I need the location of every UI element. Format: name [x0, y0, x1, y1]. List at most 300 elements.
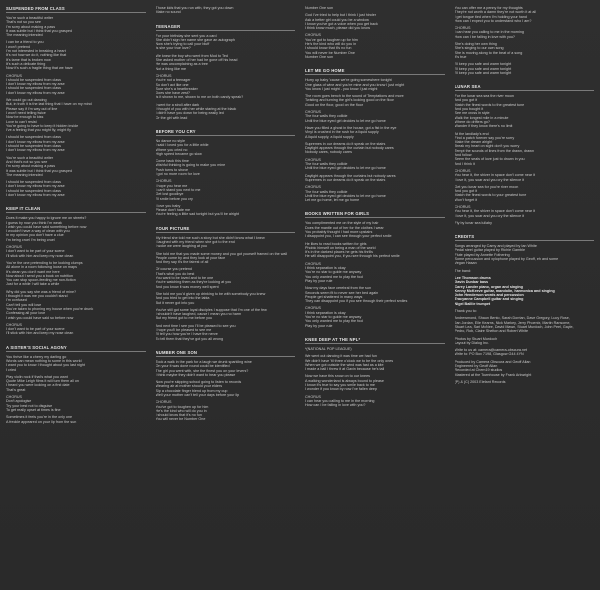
lyric-line: I heard you were looking on a first date [6, 383, 70, 388]
stanza [156, 252, 296, 265]
lyric-line: You're no star to guide me anyway [305, 270, 362, 275]
lyric-line: Not a thing like me [155, 66, 187, 71]
stanza [455, 132, 595, 166]
lyric-line: I wonder if you know by now I've fallen deep [305, 387, 378, 392]
lyric-line: Engineered by Geoff Allan [454, 364, 498, 368]
lyric-line: And they say it's the fairest of all [155, 260, 209, 265]
lyric-line: No dance no style [155, 138, 186, 143]
lyric-line: But, in truth it is the last thing that I have on my mind [6, 102, 92, 107]
lyric-line: I'll stick with him and keep my nose clean [6, 331, 74, 336]
lyric-line: You want to be loved and to be one [155, 276, 214, 281]
stanza [305, 13, 445, 30]
lyric-line: I wouldn't have a way of clean with you [6, 229, 70, 234]
lyric-line: Quote Mike Leigh films it will turn them all on [6, 379, 79, 384]
song-block [156, 226, 296, 344]
chorus-label: CHORUS [155, 400, 172, 405]
song-block [156, 129, 296, 220]
stanza [455, 169, 595, 182]
stanza [156, 324, 296, 341]
chorus-label: CHORUS [6, 395, 22, 400]
lyric-line: I get tongue tied when I'm holding your hand [454, 14, 527, 19]
song-block [455, 6, 595, 78]
lyric-line: Tempt the sounds of lines from the drawn, drawn [454, 148, 535, 153]
lyric-line: I know you've got a voice when you get back [305, 21, 378, 26]
lyric-line: I'm sorry about making a pass [6, 164, 56, 169]
lyric-line: It's such a delicate thing [6, 61, 46, 66]
stanza [455, 185, 595, 202]
lyrics-column-1 [6, 6, 146, 586]
lyric-line: But it never got into you [155, 300, 195, 305]
lyric-line: It was subtle but I think that you grasped [6, 28, 73, 33]
song-block [6, 345, 146, 427]
lyric-line: Words can mean nothing to some in this world [6, 359, 82, 363]
lyric-line: Flute played by Annette Fothering [454, 252, 510, 257]
lyric-line: A walking wonderland is always bound to please [305, 378, 384, 383]
lyric-line: I thought it was me you couldn't stand [6, 294, 68, 299]
stanza [6, 290, 146, 320]
lyric-line: We could go out dancing [6, 98, 47, 103]
lyric-line: To tell them that they've got you all wrong [155, 336, 224, 341]
lyric-line: You only wanted me to play the fool [305, 274, 364, 279]
chorus-label: CHORUS [305, 394, 321, 399]
lyric-line: The girl you went with, she the finest you on your levers? [155, 368, 249, 373]
lyric-line: She's singing to our own song [454, 46, 504, 51]
lyric-line: Does it make you happy to ignore me on streets? [6, 216, 87, 221]
stanza [156, 292, 296, 305]
stanza [6, 180, 146, 197]
lyric-line: Can't tell you will lose [6, 302, 42, 307]
lyric-line: It's clean you don't want me here [6, 269, 60, 274]
stanza [156, 308, 296, 321]
lyric-line: Match the finest words to your greatest tune [454, 193, 527, 198]
lyric-line: Recorded at Chem19 studios [454, 368, 503, 373]
lyric-line: She didn't sign her name she gave an autograph [155, 37, 235, 42]
lyric-line: He was uncomplaining as a tree [155, 62, 208, 67]
lyric-line: You're no star to guide me anyway [305, 315, 362, 320]
lyric-line: The four walls they collide [305, 189, 348, 194]
lyric-line: Pedal steel guitar played by Richie Gamble [454, 248, 526, 253]
chorus-label: CHORUS [305, 157, 321, 162]
stanza [156, 360, 296, 377]
lyric-line: To get really upset at times is fine [6, 407, 61, 412]
lyric-line: Supremes in our dreams do it speak on the stairs [305, 141, 386, 146]
lyric-line: A freckle appeared on your lip from the sun [6, 419, 77, 424]
chorus-label: CHORUS [6, 245, 22, 250]
lyric-line: Pedro, Rob, Claire Shelton and Robert White [454, 329, 529, 334]
lyric-line: Break my heart on sight don't you worry [454, 144, 520, 149]
lyric-line: I laughed with my friend when she got to the end [155, 239, 235, 244]
lyric-line: When we got outside the wind was fast as a kite [305, 362, 384, 367]
lyric-line: And you bought it [454, 107, 484, 112]
lyric-line: Now she's trying to call your bluff [155, 42, 210, 47]
lyric-line: Play by your rule [305, 323, 333, 328]
song-title: A SISTER'S SOCIAL AGONY [6, 345, 146, 352]
lyric-line: I love it, you soar and you cry the silence it [454, 213, 524, 218]
lyric-line: I thought of you with her while staring at the black [155, 107, 237, 112]
stanza [455, 205, 595, 218]
lyric-line: Now it's such a fragile thing that we have [6, 66, 73, 71]
lyric-line: Now we have this snow on to our knees [305, 374, 370, 379]
stanza [6, 415, 146, 424]
lyric-line: Nobody cares, nobody cares [305, 150, 352, 155]
lyric-line: See me cross in style [454, 111, 490, 116]
chorus-label: CHORUS [454, 204, 471, 209]
stanza [305, 174, 445, 183]
lyric-line: Until the blue eyed girl decides to let me go home [305, 166, 386, 171]
lyric-line: Push turns to shove [155, 167, 189, 172]
lyric-line: You're feeling a little sad tonight but you'll be alright [155, 212, 239, 217]
lyric-line: I should be suspended from class [6, 135, 61, 140]
lyric-line: Well your mother can't tell your days before your lip [155, 393, 240, 397]
lyric-line: Hurry up baby 'cause we're going somewhere tonight [305, 78, 392, 83]
lyric-line: You've still got some loyal disciples I suppose that I'm one of the few [155, 307, 267, 312]
stanza [305, 286, 445, 303]
lyric-line: Sure she's a heartbreaker [155, 86, 198, 91]
stanza [305, 6, 445, 10]
lyric-line: I should be suspended from class [6, 180, 61, 185]
chorus-label: CHORUS [155, 179, 172, 184]
lyric-line: Try your best not to disguise [6, 403, 53, 408]
lyric-line: I guess by now you think I'm weak [6, 220, 62, 225]
lyric-line: I think maybe they didn't want to hear you please [155, 372, 236, 377]
lyric-line: I want you to know I thought about you last night [6, 363, 85, 368]
stanza [156, 139, 296, 156]
lyric-line: Now my days face cerebral from the sun [305, 286, 371, 291]
stanza [305, 395, 445, 408]
lyric-line: I said I loved you for a little while [155, 143, 209, 148]
lyric-line: You're watching them as they're looking at you [155, 280, 232, 285]
lyric-line: High speed became go slow [155, 151, 202, 156]
lyric-line: Until the blue eyed girl decides to let me go home [305, 118, 386, 123]
lyric-line: Does she have zest? [155, 91, 190, 96]
stanza [156, 6, 296, 15]
lyric-line: Is it shown to me, shown to me on both candy speak? [155, 95, 244, 100]
lyric-line: Daylight appears through the curtains but nobody cares [305, 173, 396, 178]
chorus-label: CHORUS [6, 322, 22, 327]
song-title: TEENAGER [156, 24, 296, 31]
lyric-line: Seem the seals of love just to drown in you [454, 157, 525, 162]
lyric-line: And you got it [454, 98, 478, 103]
lyric-line: So don't act like one [155, 82, 189, 87]
lyric-line: I made a ball I threw it at Gavin because he's tall [305, 367, 385, 372]
lyric-line: You can stop spoon-feeding me non-fiction [6, 278, 76, 283]
stanza [455, 380, 595, 384]
lyric-line: I wish you could have said so before now [6, 315, 74, 320]
lyric-line: I'm not interested in breaking a heart [6, 49, 66, 54]
lyric-line: Until the blue eyed girl decides to let me go home [305, 193, 386, 198]
song-block [305, 211, 445, 331]
lyric-line: I won't need telling twice [6, 110, 46, 115]
lyric-line: He's the kind who will do you in [305, 42, 357, 47]
stanza [156, 74, 296, 100]
stanza [455, 6, 595, 23]
stanza [305, 262, 445, 283]
lyric-line: I can hear you calling to me in the morning [454, 30, 524, 35]
lyric-line: Songs arranged by Camy and played by Ian White [454, 244, 537, 249]
lyric-line: Please say if I'm way out of line [6, 106, 58, 111]
lyric-line: Is she your true love? [155, 46, 191, 51]
stanza [6, 245, 146, 258]
chorus-label: CHORUS [6, 73, 22, 78]
stanza [305, 242, 445, 259]
song-block [305, 6, 445, 62]
lyric-line: That's not so you see [6, 20, 41, 25]
lyric-line: Walk the longest mile in a minute [454, 115, 509, 120]
band-member-line: Lee Thomson drums [454, 275, 491, 280]
stanza [156, 400, 296, 421]
lyric-line: You're going to have to keep it hidden inside [6, 123, 79, 128]
lyric-line: Write to: PO Box 7198, Glasgow G44 4YN [454, 352, 524, 357]
lyric-line: You're not a teenager [155, 78, 191, 83]
lyric-line: I cried [6, 367, 17, 372]
lyric-line: Love to can't resist [6, 119, 37, 124]
lyric-line: I should be suspended from class [6, 144, 61, 149]
lyric-line: I'll tell you how you're I have the nerve [155, 332, 218, 337]
stanza [156, 380, 296, 397]
lyric-line: I'm being cruel I'm being cruel [6, 237, 55, 242]
lyric-line: I should be suspended from class [6, 86, 61, 91]
lyric-line: You only wanted me to play the fool [305, 319, 364, 324]
lyric-line: And you got it [454, 189, 478, 194]
lyric-line: I should be suspended from class [6, 77, 61, 82]
lyric-line: In my opinion you don't have a clue [6, 233, 64, 238]
lyric-line: I know it's true to say you smile back to me [305, 383, 375, 387]
lyric-line: You will never be Number One [305, 50, 355, 55]
chorus-label: CHORUS [155, 73, 172, 78]
lyric-line: How can I be falling in love with you? [305, 403, 366, 408]
lyric-line: I got no more room for love [155, 172, 200, 177]
lyrics-column-4 [455, 6, 595, 586]
stanza [305, 33, 445, 59]
lyric-line: I don't know my elbow from my arse [6, 90, 65, 95]
song-block [156, 6, 296, 18]
lyric-line: For your birthday she sent you a card [155, 33, 217, 38]
stanza [455, 26, 595, 39]
lyric-line: The meaning intended [6, 33, 43, 38]
stanza [156, 159, 296, 176]
lyric-line: I don't know my elbow from my arse [6, 139, 65, 144]
lyric-line: We didn't have 'til three o'clock we to be the only ones [305, 358, 394, 363]
lyric-line: Find a patch forever say you're sorry [454, 135, 515, 140]
lyric-line: I should know that it's no fun [155, 413, 202, 418]
lyric-line: Come back this time [155, 159, 189, 164]
lyric-line: Let me go home, let me go home [305, 198, 360, 203]
lyric-line: It's not how we do it, nothing like that [6, 53, 67, 58]
lyric-line: Now be enough to kiss [6, 115, 44, 120]
lyric-line: She told me that you made some money and you got yourself framed on the wall [155, 251, 288, 256]
stanza [6, 216, 146, 242]
lyric-line: She asked mother of her had he gone off his head [155, 58, 238, 63]
lyric-line: Andrewmond, Shaun Bento, Sarah Dorrian, Dave Gregory, Lucy Rose, [454, 316, 570, 321]
lyric-line: Of course you pretend [155, 267, 192, 272]
lyric-line: I love you baby [155, 203, 181, 208]
lyric-line: Jan Jordan, Elle Kearns, Nick Markey, Jerry Phoenix, Martin Ransome, [454, 320, 571, 325]
lyric-line: I hope you'll be pleased to see me [155, 328, 212, 333]
chorus-label: CHORUS [305, 110, 321, 115]
stanza [156, 179, 296, 200]
lyric-line: Thank you to: [454, 309, 477, 314]
band-member-line: Tracyanne Campbell guitar and singing [454, 297, 524, 302]
lyric-line: One glass of wine and you're mine and you know I just might [305, 82, 405, 87]
lyric-line: Took a walk in the park for a laugh we drunk sparkling wine [155, 359, 252, 364]
stanza [455, 348, 595, 357]
stanza [455, 269, 595, 273]
lyric-line: The band: [454, 268, 472, 273]
lyric-line: Won't forget it [454, 197, 478, 202]
stanza [305, 185, 445, 202]
lyric-line: Phobic himself on being a man of the world [305, 245, 376, 250]
lyric-line: They're not worth a damn they're not worth it at all [454, 10, 537, 15]
stanza [6, 261, 146, 287]
stanza [455, 276, 595, 306]
lyric-line: I woke we were laughing at you [155, 244, 207, 249]
lyric-line: Number One son [305, 6, 334, 10]
lyric-line: Wishful thinking is going to make you mine [155, 163, 226, 168]
stanza [6, 135, 146, 152]
chorus-label: CHORUS [305, 261, 321, 266]
lyric-line: I'll keep you safe and warm tonight [454, 62, 512, 67]
stanza [455, 62, 595, 75]
lyric-line: I've a feeling that you might fly, might fly [6, 128, 71, 133]
lyric-line: I should be suspended from class [6, 188, 61, 193]
chorus-label: CHORUS [305, 33, 321, 38]
stanza [6, 98, 146, 132]
stanza [455, 42, 595, 59]
stanza [455, 244, 595, 265]
song-block [156, 350, 296, 425]
stanza [305, 110, 445, 123]
lyric-line: Mastered at the Townhouse by Frank Arkwright [454, 372, 532, 377]
lyric-line: And you tried to get into the labia [155, 296, 210, 301]
stanza [6, 323, 146, 336]
lyric-line: Sip a chocolate finger blend up from my cup [155, 388, 228, 393]
stanza [305, 158, 445, 171]
band-member-line: Nigel Baillie trumpet [454, 301, 491, 306]
lyric-line: Where do drifters go? [454, 119, 490, 124]
chorus-label: CHORUS [305, 185, 321, 190]
song-block [305, 68, 445, 205]
lyric-line: We went out dancing it was time we had fun [305, 354, 377, 359]
lyric-line: Why did you say she was a friend of mine? [6, 289, 77, 294]
lyric-line: Vinyl is crushed in the rush for a liquid supply [305, 130, 379, 135]
lyric-line: Play by your rule [305, 278, 333, 283]
lyric-line: I don't know my elbow from my arse [6, 184, 65, 189]
chorus-label: CHORUS [305, 306, 321, 311]
song-title: CREDITS [455, 234, 595, 241]
stanza [6, 156, 146, 177]
lyric-line: I'll keep you safe and warm tonight [454, 70, 512, 75]
song-title: BEFORE YOU CRY [156, 129, 296, 136]
stanza [156, 204, 296, 217]
lyric-line: I don't want to be part of your scene [6, 327, 65, 332]
lyric-line: God I've tried to help but I think I just hinder [305, 13, 377, 18]
lyric-line: You've got to toughen up for him [155, 404, 209, 409]
lyric-line: Fly by lunar sea lullaby [454, 220, 493, 225]
song-title: NUMBER ONE SON [156, 350, 296, 357]
song-subtitle: *(NATIONAL POP LEAGUE) [305, 346, 352, 351]
lyric-line [455, 302, 595, 306]
stanza [156, 267, 296, 288]
lyric-line: How can I expect you to understand who I am? [454, 18, 532, 23]
lyric-line: The four walls they collide [305, 162, 348, 167]
stanza [6, 74, 146, 95]
stanza [455, 309, 595, 313]
lyric-line: I won't pretend [6, 44, 31, 49]
lyric-line: You will never be Number One [155, 417, 206, 422]
stanza [305, 94, 445, 107]
lyric-line: And that's not so you see [6, 159, 48, 164]
band-member-line: Gavin Dunbar bass [454, 280, 489, 285]
lyric-line: You hear it, the shiver in space don't come near it [454, 209, 536, 214]
stanza [455, 316, 595, 333]
band-member-line: John Henderson words and percussion [454, 293, 524, 298]
lyric-line: Number One son [305, 54, 334, 59]
lyric-line: I shouldn't have laughed, cause I mean you no harm [155, 312, 242, 317]
lyric-line: I'm sorry about making a pass [6, 24, 56, 29]
lyric-line: That's what you do best [155, 271, 195, 276]
stanza [455, 221, 595, 225]
song-title: BOOKS WRITTEN FOR GIRLS [305, 211, 445, 218]
lyric-line: On your it was done round could be identified [155, 364, 230, 369]
lyric-line: They can disappoint you if you see through their perfect smiles [305, 299, 408, 304]
lyric-line: But my friend got to me before you [155, 316, 213, 321]
lyric-line: It's in the darkest places he gets his thrills [305, 250, 373, 255]
lyric-line: The meaning intended [6, 172, 43, 177]
lyric-line: People get shattered in many ways [305, 294, 363, 299]
lyric-line: I think know much, please did you know [305, 26, 370, 31]
stanza [305, 306, 445, 327]
stanza [6, 395, 146, 412]
lyric-line: You've got to toughen up for him [305, 37, 358, 42]
lyric-line: I'll keep you safe and warm tonight [454, 66, 512, 71]
lyric-line: I think separation is okay [305, 266, 346, 271]
song-title: YOUR PICTURE [156, 226, 296, 233]
stanza [156, 34, 296, 51]
lyric-line: Those kids that you run with, they got you down [155, 6, 234, 10]
lyric-line: You're the one pretending to be looking clumps [6, 260, 83, 265]
lyric-line: The four walls they collide [305, 114, 348, 119]
stanza [305, 78, 445, 91]
lyric-line: I'll smile before you cry [155, 196, 193, 201]
song-block [6, 6, 146, 200]
lyric-line: I didn't have you down for being easily led [155, 111, 224, 116]
stanza [305, 126, 445, 139]
stanza [305, 354, 445, 371]
lyric-line: Daylight appears through the curtain but nobody cares [305, 146, 394, 151]
lyric-line: She's doing her own thing [454, 42, 497, 47]
lyric-line: I can hear you calling to me in the morning [305, 398, 375, 403]
lyric-line: You can offer me a penny for my thoughts [454, 6, 523, 10]
lyric-line: All alone in a room following loose on maps [6, 265, 77, 270]
lyric-line: Match the finest words to the greatest tune [454, 102, 525, 107]
lyric-line: You know I just might - you know I just might [305, 86, 378, 91]
lyric-line: That's great [6, 387, 26, 392]
lyric-line: I should know that it's no fun [305, 46, 352, 51]
song-title: LET ME GO HOME [305, 68, 445, 75]
lyric-line: I'll stick with him and keep my nose clean [6, 253, 74, 258]
lyric-line: Play violin rock if that's what you want [6, 374, 68, 379]
lyric-line: You're such a beautiful writer [6, 155, 54, 160]
stanza [305, 221, 445, 238]
song-title: KNEE DEEP AT THE NPL* [305, 337, 445, 344]
lyric-line: I hope you hear me [155, 183, 188, 188]
lyric-line: (P) & (C) 2003 Elefant Records [454, 379, 506, 384]
stanza [6, 16, 146, 37]
song-title: LUNAR SEA [455, 84, 595, 91]
lyric-line: Some percussion and xylophone played by Geoff, eh and some [454, 257, 559, 262]
lyric-line: I disappoint you, I can see through your perfect smile [305, 234, 392, 239]
stanza [455, 337, 595, 346]
